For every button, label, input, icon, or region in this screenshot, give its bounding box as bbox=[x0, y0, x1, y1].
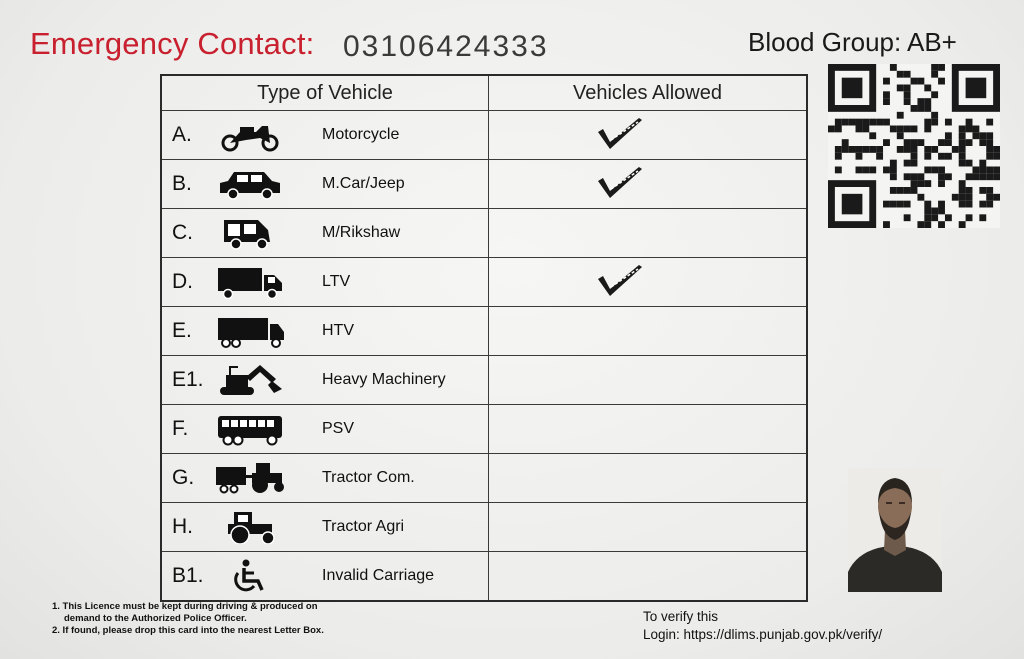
vehicle-name: Tractor Com. bbox=[322, 469, 415, 486]
header-vehicles-allowed: Vehicles Allowed bbox=[489, 75, 808, 111]
vehicle-type-cell bbox=[161, 160, 489, 209]
table-row bbox=[161, 160, 807, 209]
vehicle-code: E1. bbox=[172, 368, 204, 391]
vehicle-code: G. bbox=[172, 466, 195, 489]
htv-truck-icon bbox=[216, 314, 284, 348]
vehicle-name: Tractor Agri bbox=[322, 518, 405, 535]
wheelchair-icon bbox=[216, 559, 284, 593]
vehicle-name: HTV bbox=[322, 322, 354, 339]
emergency-contact-number: 03106424333 bbox=[343, 30, 549, 63]
motorcycle-icon bbox=[216, 118, 284, 152]
holder-photo bbox=[848, 468, 942, 592]
rickshaw-icon bbox=[216, 216, 284, 250]
table-row bbox=[161, 307, 807, 356]
excavator-icon bbox=[216, 363, 284, 397]
checkmark-icon bbox=[595, 165, 645, 203]
vehicle-allowed-cell bbox=[489, 503, 808, 552]
note-line: demand to the Authorized Police Officer. bbox=[64, 613, 247, 624]
blood-group: Blood Group: AB+ bbox=[748, 27, 957, 57]
vehicle-type-cell bbox=[161, 454, 489, 503]
car-icon bbox=[216, 167, 284, 201]
vehicle-allowed-cell bbox=[489, 258, 808, 307]
vehicle-allowed-cell bbox=[489, 160, 808, 209]
vehicle-type-cell bbox=[161, 405, 489, 454]
vehicle-code: A. bbox=[172, 123, 192, 146]
tractor-icon bbox=[216, 510, 284, 544]
bus-icon bbox=[216, 412, 284, 446]
vehicle-category-table bbox=[160, 74, 808, 602]
table-row bbox=[161, 503, 807, 552]
vehicle-name: LTV bbox=[322, 273, 351, 290]
vehicle-code: B. bbox=[172, 172, 192, 195]
table-row bbox=[161, 405, 807, 454]
table-row bbox=[161, 209, 807, 258]
vehicle-allowed-cell bbox=[489, 552, 808, 602]
vehicle-code: H. bbox=[172, 515, 193, 538]
vehicle-name: M/Rikshaw bbox=[322, 224, 401, 241]
table-row bbox=[161, 552, 807, 602]
vehicle-allowed-cell bbox=[489, 209, 808, 258]
tractor-trailer-icon bbox=[216, 461, 284, 495]
license-notes bbox=[52, 601, 324, 637]
table-row bbox=[161, 111, 807, 160]
vehicle-type-cell bbox=[161, 503, 489, 552]
vehicle-name: Invalid Carriage bbox=[322, 567, 435, 584]
checkmark-icon bbox=[595, 263, 645, 301]
vehicle-name: Heavy Machinery bbox=[322, 371, 446, 388]
table-row bbox=[161, 258, 807, 307]
vehicle-type-cell bbox=[161, 258, 489, 307]
vehicle-allowed-cell bbox=[489, 405, 808, 454]
verify-line-1: To verify this bbox=[643, 609, 719, 624]
vehicle-allowed-cell bbox=[489, 307, 808, 356]
ltv-truck-icon bbox=[216, 265, 284, 299]
vehicle-name: M.Car/Jeep bbox=[322, 175, 405, 192]
table-header-row bbox=[161, 75, 807, 111]
vehicle-allowed-cell bbox=[489, 454, 808, 503]
note-line: 1. This Licence must be kept during driving & produced on bbox=[52, 601, 318, 612]
vehicle-type-cell bbox=[161, 307, 489, 356]
note-line: 2. If found, please drop this card into the nearest Letter Box. bbox=[52, 625, 324, 636]
table-row bbox=[161, 454, 807, 503]
emergency-contact-label: Emergency Contact: bbox=[30, 26, 315, 61]
vehicle-code: D. bbox=[172, 270, 193, 293]
vehicle-code: C. bbox=[172, 221, 193, 244]
vehicle-type-cell bbox=[161, 209, 489, 258]
checkmark-icon bbox=[595, 116, 645, 154]
vehicle-type-cell bbox=[161, 356, 489, 405]
table-row bbox=[161, 356, 807, 405]
vehicle-type-cell bbox=[161, 111, 489, 160]
vehicle-type-cell bbox=[161, 552, 489, 602]
qr-code-icon bbox=[828, 64, 1000, 228]
vehicle-allowed-cell bbox=[489, 111, 808, 160]
verify-link[interactable]: Login: https://dlims.punjab.gov.pk/verify/ bbox=[643, 627, 883, 642]
header-type-of-vehicle: Type of Vehicle bbox=[161, 75, 489, 111]
vehicle-name: Motorcycle bbox=[322, 126, 400, 143]
vehicle-code: B1. bbox=[172, 564, 204, 587]
vehicle-code: E. bbox=[172, 319, 192, 342]
vehicle-allowed-cell bbox=[489, 356, 808, 405]
vehicle-name: PSV bbox=[322, 420, 355, 437]
vehicle-code: F. bbox=[172, 417, 189, 440]
verify-info bbox=[643, 608, 882, 644]
